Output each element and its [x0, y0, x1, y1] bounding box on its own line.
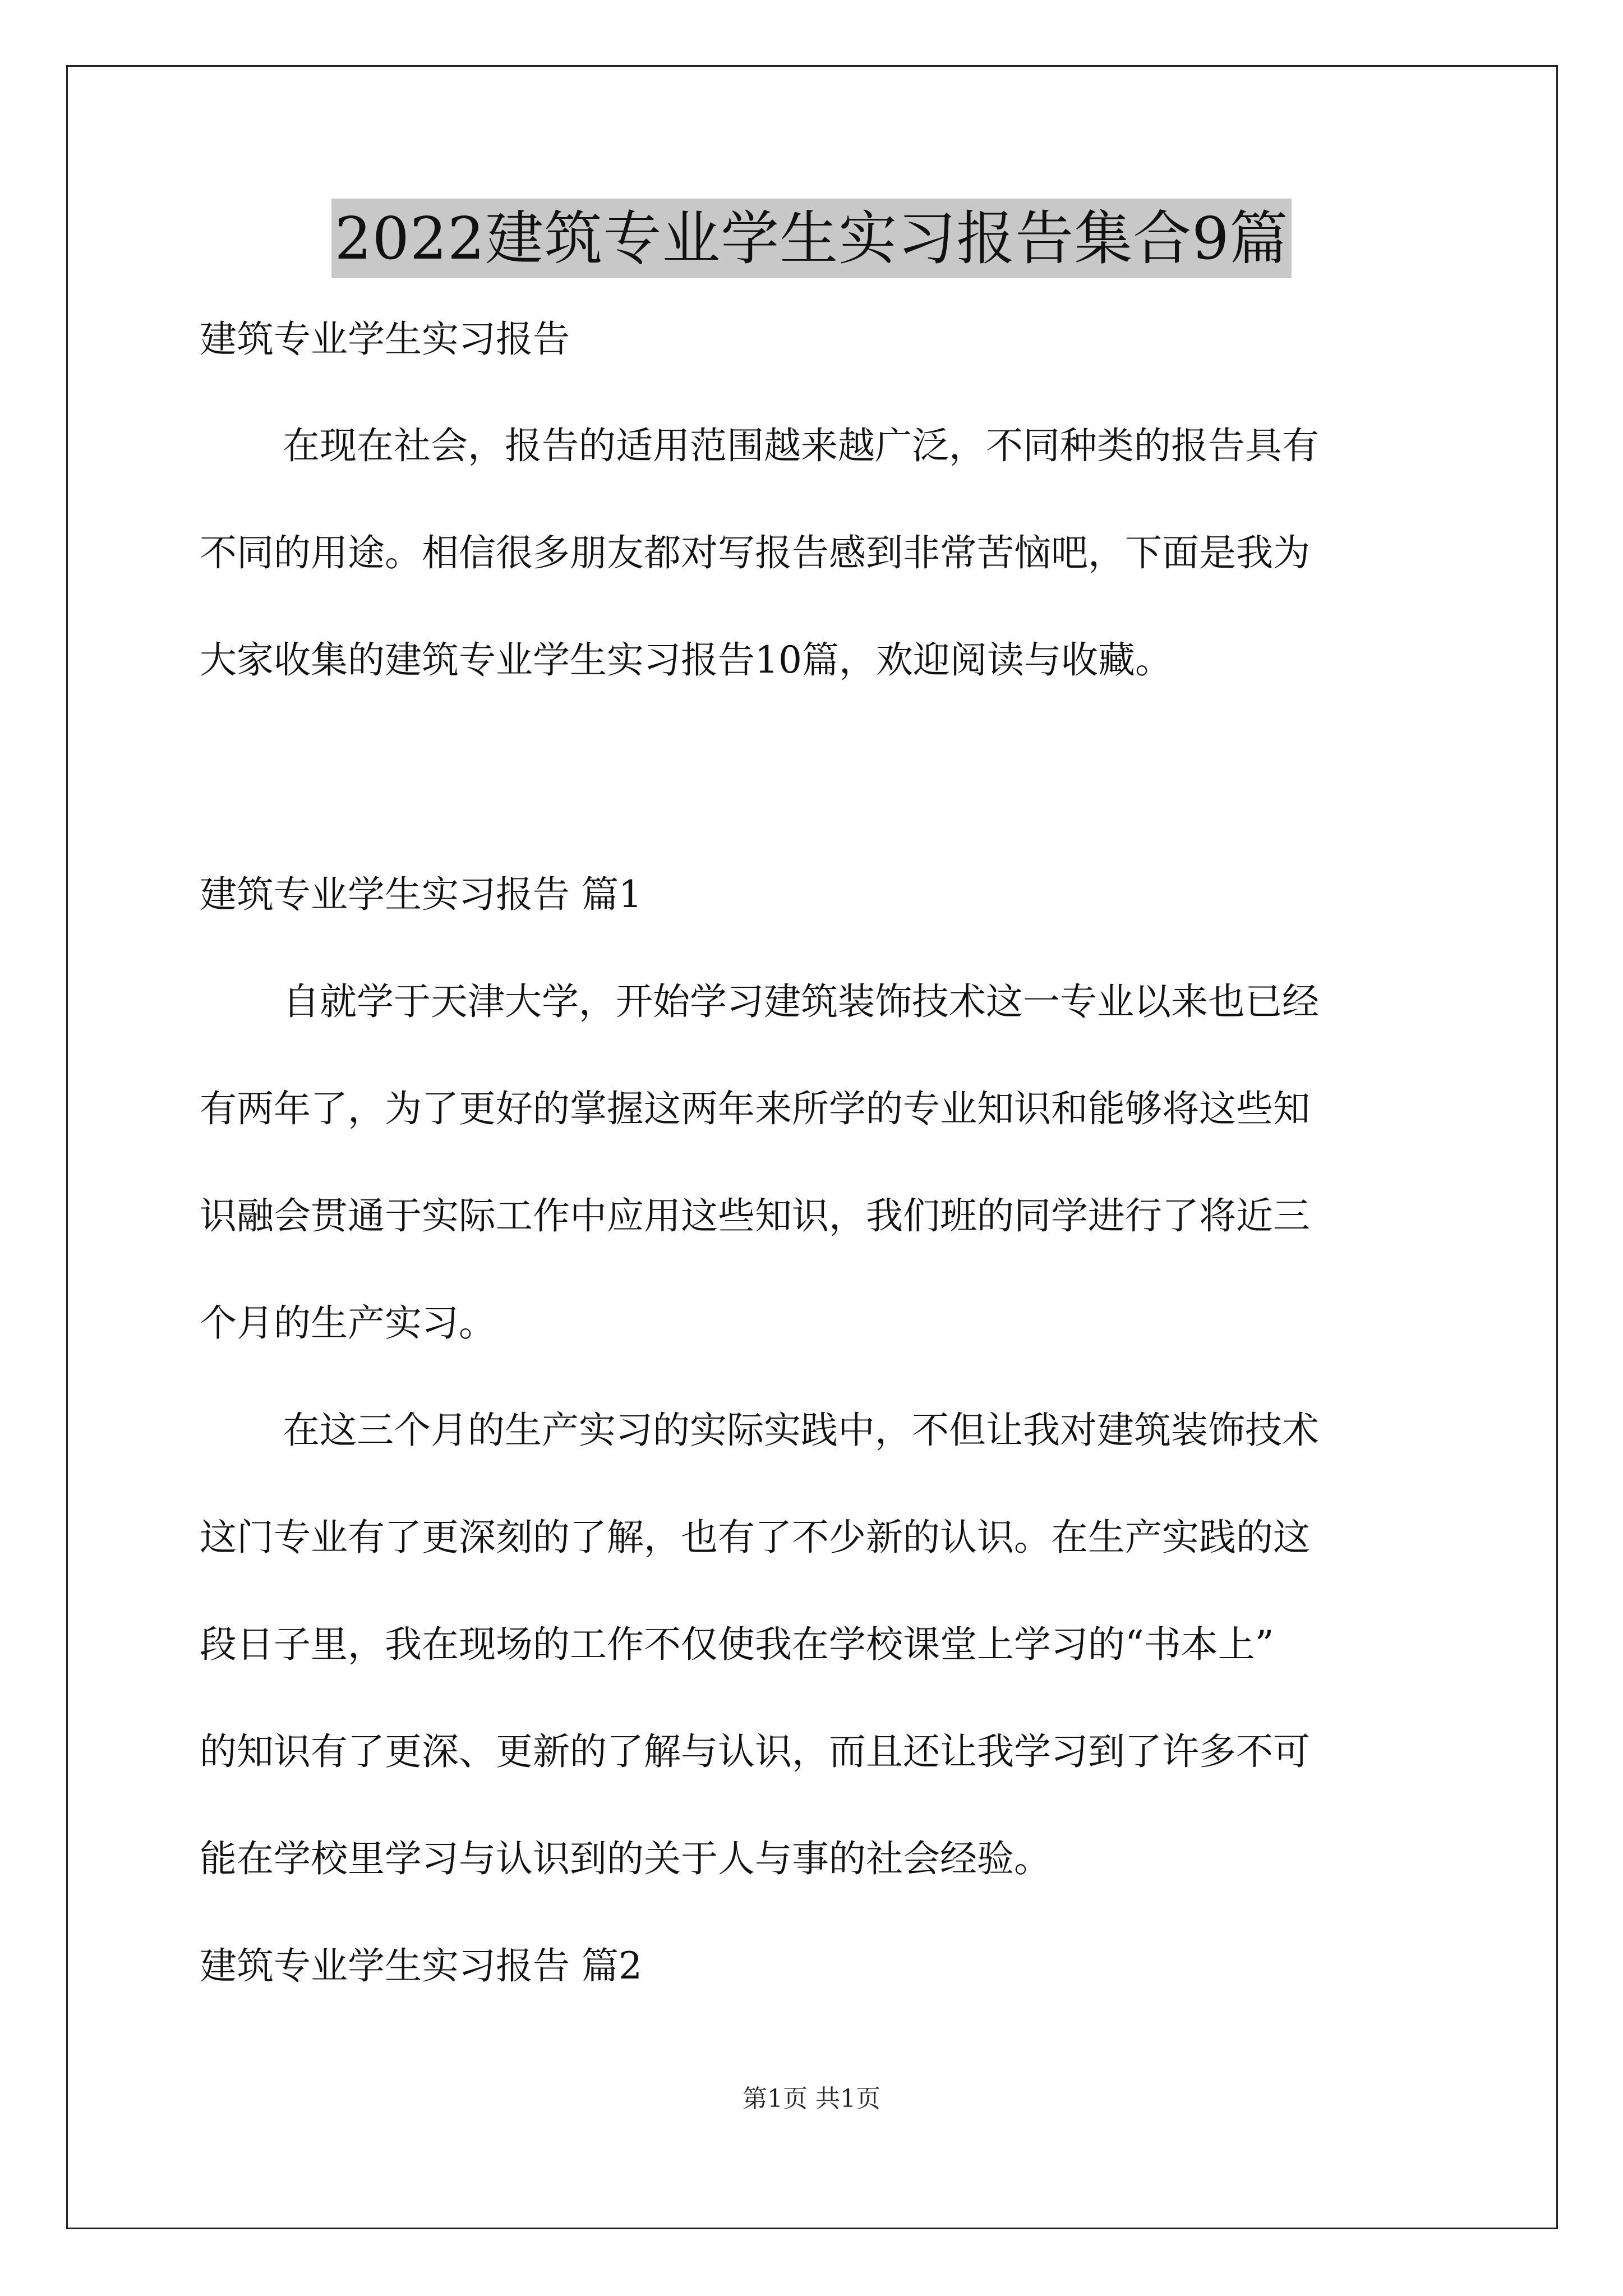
section-heading: 建筑专业学生实习报告 篇1: [200, 873, 642, 916]
section-heading: 建筑专业学生实习报告 篇2: [200, 1944, 642, 1987]
paragraph-line: 自就学于天津大学，开始学习建筑装饰技术这一专业以来也已经: [283, 980, 1319, 1023]
paragraph-line: 识融会贯通于实际工作中应用这些知识，我们班的同学进行了将近三: [200, 1194, 1310, 1237]
paragraph-line: 在这三个月的生产实习的实际实践中，不但让我对建筑装饰技术: [283, 1409, 1319, 1452]
paragraph-line: 有两年了，为了更好的掌握这两年来所学的专业知识和能够将这些知: [200, 1087, 1310, 1130]
section-heading: 建筑专业学生实习报告: [200, 318, 570, 361]
paragraph-line: 大家收集的建筑专业学生实习报告10篇，欢迎阅读与收藏。: [200, 638, 1172, 682]
paragraph-line: 在现在社会，报告的适用范围越来越广泛，不同种类的报告具有: [283, 424, 1319, 467]
paragraph-line: 的知识有了更深、更新的了解与认识，而且还让我学习到了许多不可: [200, 1730, 1310, 1773]
paragraph-line: 段日子里，我在现场的工作不仅使我在学校课堂上学习的“书本上”: [200, 1623, 1274, 1666]
paragraph-line: 这门专业有了更深刻的了解，也有了不少新的认识。在生产实践的这: [200, 1516, 1310, 1559]
page-footer: 第1页 共1页: [743, 2085, 880, 2113]
page-border: [66, 65, 1558, 2229]
title-container: [0, 199, 1623, 278]
paragraph-line: 个月的生产实习。: [200, 1301, 496, 1345]
document-title: 2022建筑专业学生实习报告集合9篇: [331, 199, 1292, 278]
paragraph-line: 不同的用途。相信很多朋友都对写报告感到非常苦恼吧，下面是我为: [200, 531, 1310, 574]
paragraph-line: 能在学校里学习与认识到的关于人与事的社会经验。: [200, 1837, 1051, 1880]
